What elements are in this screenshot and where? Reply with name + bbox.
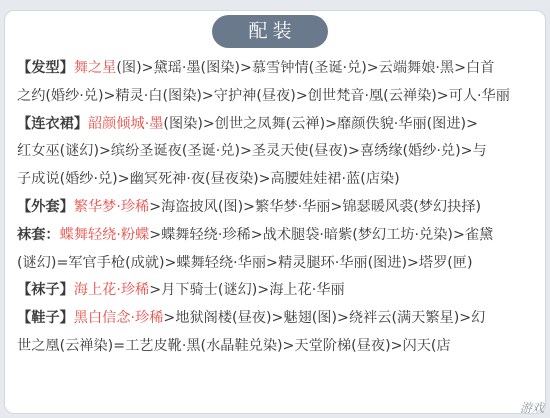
line-rest: >蝶舞轻绕·珍稀>战术腿袋·暗紫(梦幻工坊·兑染)>雀黛 [149, 226, 494, 243]
outfit-line [17, 277, 547, 305]
line-hl: 蝶舞轻绕·粉蝶 [59, 226, 150, 243]
line-tag: 袜套： [17, 226, 60, 243]
outfit-line [17, 166, 547, 194]
line-hl: 海上花·珍稀 [73, 282, 150, 299]
outfit-line [17, 138, 547, 166]
line-rest: >海盗披风(图)>繁华梦·华丽>锦瑟暖风裘(梦幻抉择) [149, 198, 482, 215]
line-rest: 子成说(婚纱·兑)>幽冥死神·夜(昼夜染)>高腰娃娃裙·蓝(店染) [17, 171, 400, 188]
line-rest: (谜幻)=军官手枪(成就)>蝶舞轻绕·华丽>精灵腿环·华丽(图进)>塔罗(匣) [17, 254, 473, 271]
line-tag: 【鞋子】 [17, 310, 74, 327]
outfit-line [17, 305, 547, 333]
outfit-line [17, 250, 547, 278]
outfit-line [17, 83, 547, 111]
line-rest: 世之凰(云禅染)=工艺皮靴·黑(水晶鞋兑染)>天堂阶梯(昼夜)>闪天(店 [17, 337, 451, 354]
outfit-line [17, 333, 547, 361]
line-rest: (图染)>创世之凤舞(云禅)>靡颜佚貌·华丽(图进)> [163, 115, 478, 132]
line-rest: 红女巫(谜幻)>缤纷圣诞夜(圣诞·兑)>圣灵天使(昼夜)>喜绣缘(婚纱·兑)>与 [17, 143, 487, 160]
line-hl: 韶颜倾城·墨 [87, 115, 164, 132]
line-rest: >月下骑士(谜幻)>海上花·华丽 [149, 282, 345, 299]
outfit-line [17, 194, 547, 222]
line-hl: 舞之星 [73, 60, 117, 76]
section-title: 配装 [212, 15, 328, 48]
outfit-list [17, 55, 547, 361]
outfit-line [17, 111, 547, 139]
line-hl: 繁华梦·珍稀 [73, 198, 150, 215]
line-rest: 之约(婚纱·兑)>精灵·白(图染)>守护神(昼夜)>创世梵音·凰(云禅染)>可人·华丽 [17, 87, 510, 104]
outfit-card [4, 10, 546, 414]
watermark: 游戏 [519, 401, 544, 415]
line-tag: 【连衣裙】 [17, 115, 88, 132]
line-tag: 【外套】 [17, 198, 74, 215]
line-tag: 【发型】 [17, 60, 74, 76]
line-hl: 黑白信念·珍稀 [73, 310, 164, 327]
outfit-line [17, 222, 547, 250]
line-tag: 【袜子】 [17, 282, 74, 299]
outfit-line [17, 55, 547, 83]
line-rest: (图)>黛瑶·墨(图染)>慕雪钟情(圣诞·兑)>云端舞娘·黑>白首 [116, 60, 495, 76]
line-rest: >地狱阁楼(昼夜)>魅翅(图)>绕袢云(满天繁星)>幻 [163, 310, 486, 327]
